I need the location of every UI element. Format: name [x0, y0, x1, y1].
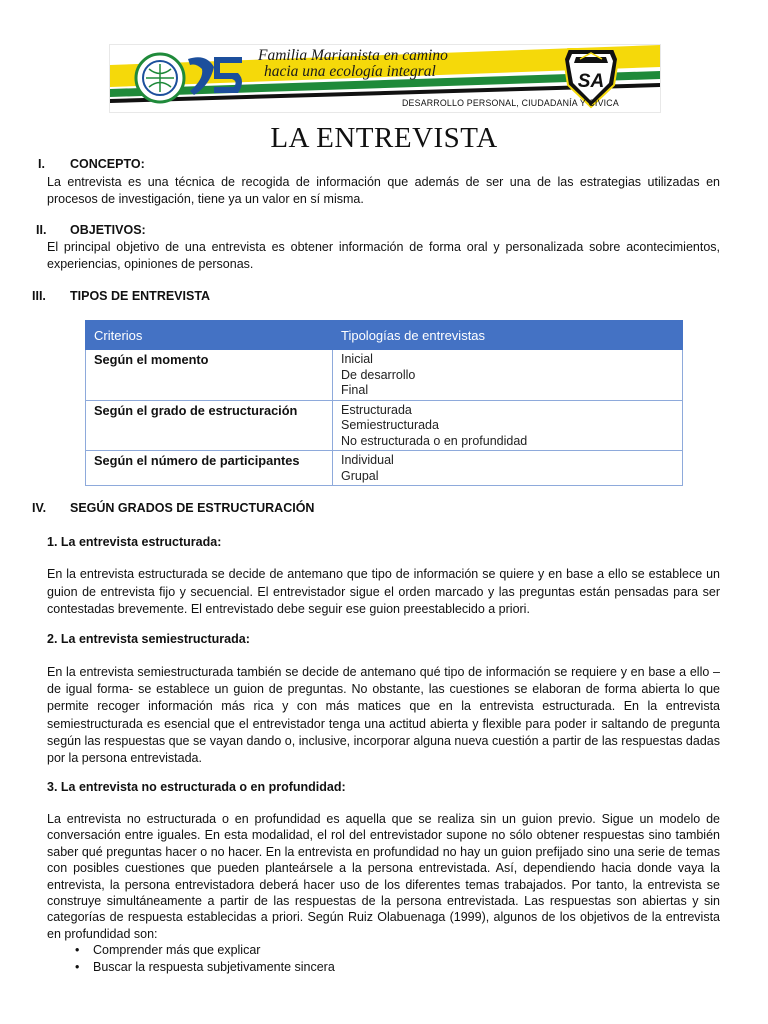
no-estructurada-paragraph: La entrevista no estructurada o en profundidad es aquella que se realiza sin un guion previo. Sigue un modelo de conversación entre iguales. En esta modalidad, el rol del entrevistador supone no sólo obtener respuestas sino también saber qué preguntas hacer o no hacer. En la entrevista en profundidad no hay un guion prefijado sino una serie de temas con posibles cuestiones que pueden planteársele a la persona entrevistada. Así, dependiendo hacia donde vaya la entrevista, la persona entrevistadora deberá hacer uso de los diferentes temas trabajados. Por tanto, la entrevista se construye simultáneamente a partir de las respuestas de la persona entrevistada. Las respuestas son abiertas y sin categorías de respuesta establecidas a priori. Según Ruiz Olabuenaga (1999), algunos de los objetivos de la entrevista en profundidad son: — [47, 812, 720, 941]
banner-motto — [258, 48, 498, 80]
table-cell-criterio: Según el momento — [86, 350, 333, 401]
interview-types-table — [85, 320, 683, 486]
table-row — [86, 350, 683, 401]
type-item: Grupal — [341, 468, 379, 483]
objetivos-paragraph: El principal objetivo de una entrevista es obtener información de forma oral y personalizada sobre acontecimientos, experiencias, opiniones de personas. — [47, 240, 720, 271]
subsection-heading-semiestructurada: 2. La entrevista semiestructurada: — [47, 632, 250, 646]
table-row — [86, 451, 683, 486]
subsection-heading-estructurada: 1. La entrevista estructurada: — [47, 535, 222, 549]
type-item: Semiestructurada — [341, 418, 439, 432]
section-label: SEGÚN GRADOS DE ESTRUCTURACIÓN — [70, 501, 315, 515]
bullet-icon: • — [75, 960, 80, 974]
type-item: De desarrollo — [341, 367, 416, 382]
estructurada-paragraph: En la entrevista estructurada se decide de antemano que tipo de información se quiere y en base a ello se establece un guion de entrevista fijo y secuencial. El entrevistador sigue el orden marcado y las preguntas están pensadas para ser contestadas brevemente. El entrevistado debe seguir ese guion preestablecido a priori. — [47, 567, 720, 616]
section-label: TIPOS DE ENTREVISTA — [70, 289, 211, 303]
subsection-heading-no-estructurada: 3. La entrevista no estructurada o en profundidad: — [47, 780, 346, 794]
type-item: Final — [341, 383, 369, 397]
table-cell-tipos — [333, 451, 683, 486]
section-number: II. — [36, 223, 47, 237]
page-title: LA ENTREVISTA — [270, 122, 498, 154]
list-item-text: Comprender más que explicar — [93, 943, 261, 957]
header-banner — [109, 44, 661, 113]
table-cell-criterio: Según el número de participantes — [86, 451, 333, 486]
type-item: Inicial — [341, 352, 373, 366]
concepto-paragraph: La entrevista es una técnica de recogida de información que además de ser una de las estrategias utilizadas en procesos de investigación, tiene ya un valor en sí misma. — [47, 175, 720, 206]
table-header-row — [86, 321, 683, 350]
section-number: III. — [32, 289, 46, 303]
list-item-text: Buscar la respuesta subjetivamente sincera — [93, 960, 335, 974]
table-cell-tipos — [333, 400, 683, 451]
motto-line-2: hacia una ecología integral — [264, 63, 436, 80]
section-number: I. — [38, 157, 45, 171]
semiestructurada-paragraph: En la entrevista semiestructurada también se decide de antemano qué tipo de información se requiere y en base a ello – de igual forma- se establece un guion de preguntas. No obstante, las cuestiones se elaboran de forma abierta lo que permite recoger información más rica y con más matices que en la entrevista estructurada. En la entrevista semiestructurada es esencial que el entrevistador tenga una actitud abierta y flexible para poder ir saltando de pregunta según las respuestas que se vayan dando o, inclusive, incorporar alguna nueva cuestión a partir de las respuestas dadas por la persona entrevistada. — [47, 665, 720, 766]
type-item: No estructurada o en profundidad — [341, 433, 528, 448]
table-header-criterios: Criterios — [86, 321, 333, 350]
type-item: Individual — [341, 453, 394, 467]
svg-text:SA: SA — [577, 71, 605, 92]
type-item: Estructurada — [341, 402, 412, 417]
table-header-tipologias: Tipologías de entrevistas — [333, 321, 683, 350]
motto-line-1: Familia Marianista en camino — [258, 47, 448, 64]
table-cell-tipos — [333, 350, 683, 401]
section-label: CONCEPTO: — [70, 157, 145, 171]
table-cell-criterio: Según el grado de estructuración — [86, 400, 333, 451]
section-number: IV. — [32, 501, 47, 515]
banner-subtitle: DESARROLLO PERSONAL, CIUDADANÍA Y CÍVICA — [402, 98, 619, 108]
section-label: OBJETIVOS: — [70, 223, 146, 237]
table-row — [86, 400, 683, 451]
bullet-icon: • — [75, 943, 80, 957]
